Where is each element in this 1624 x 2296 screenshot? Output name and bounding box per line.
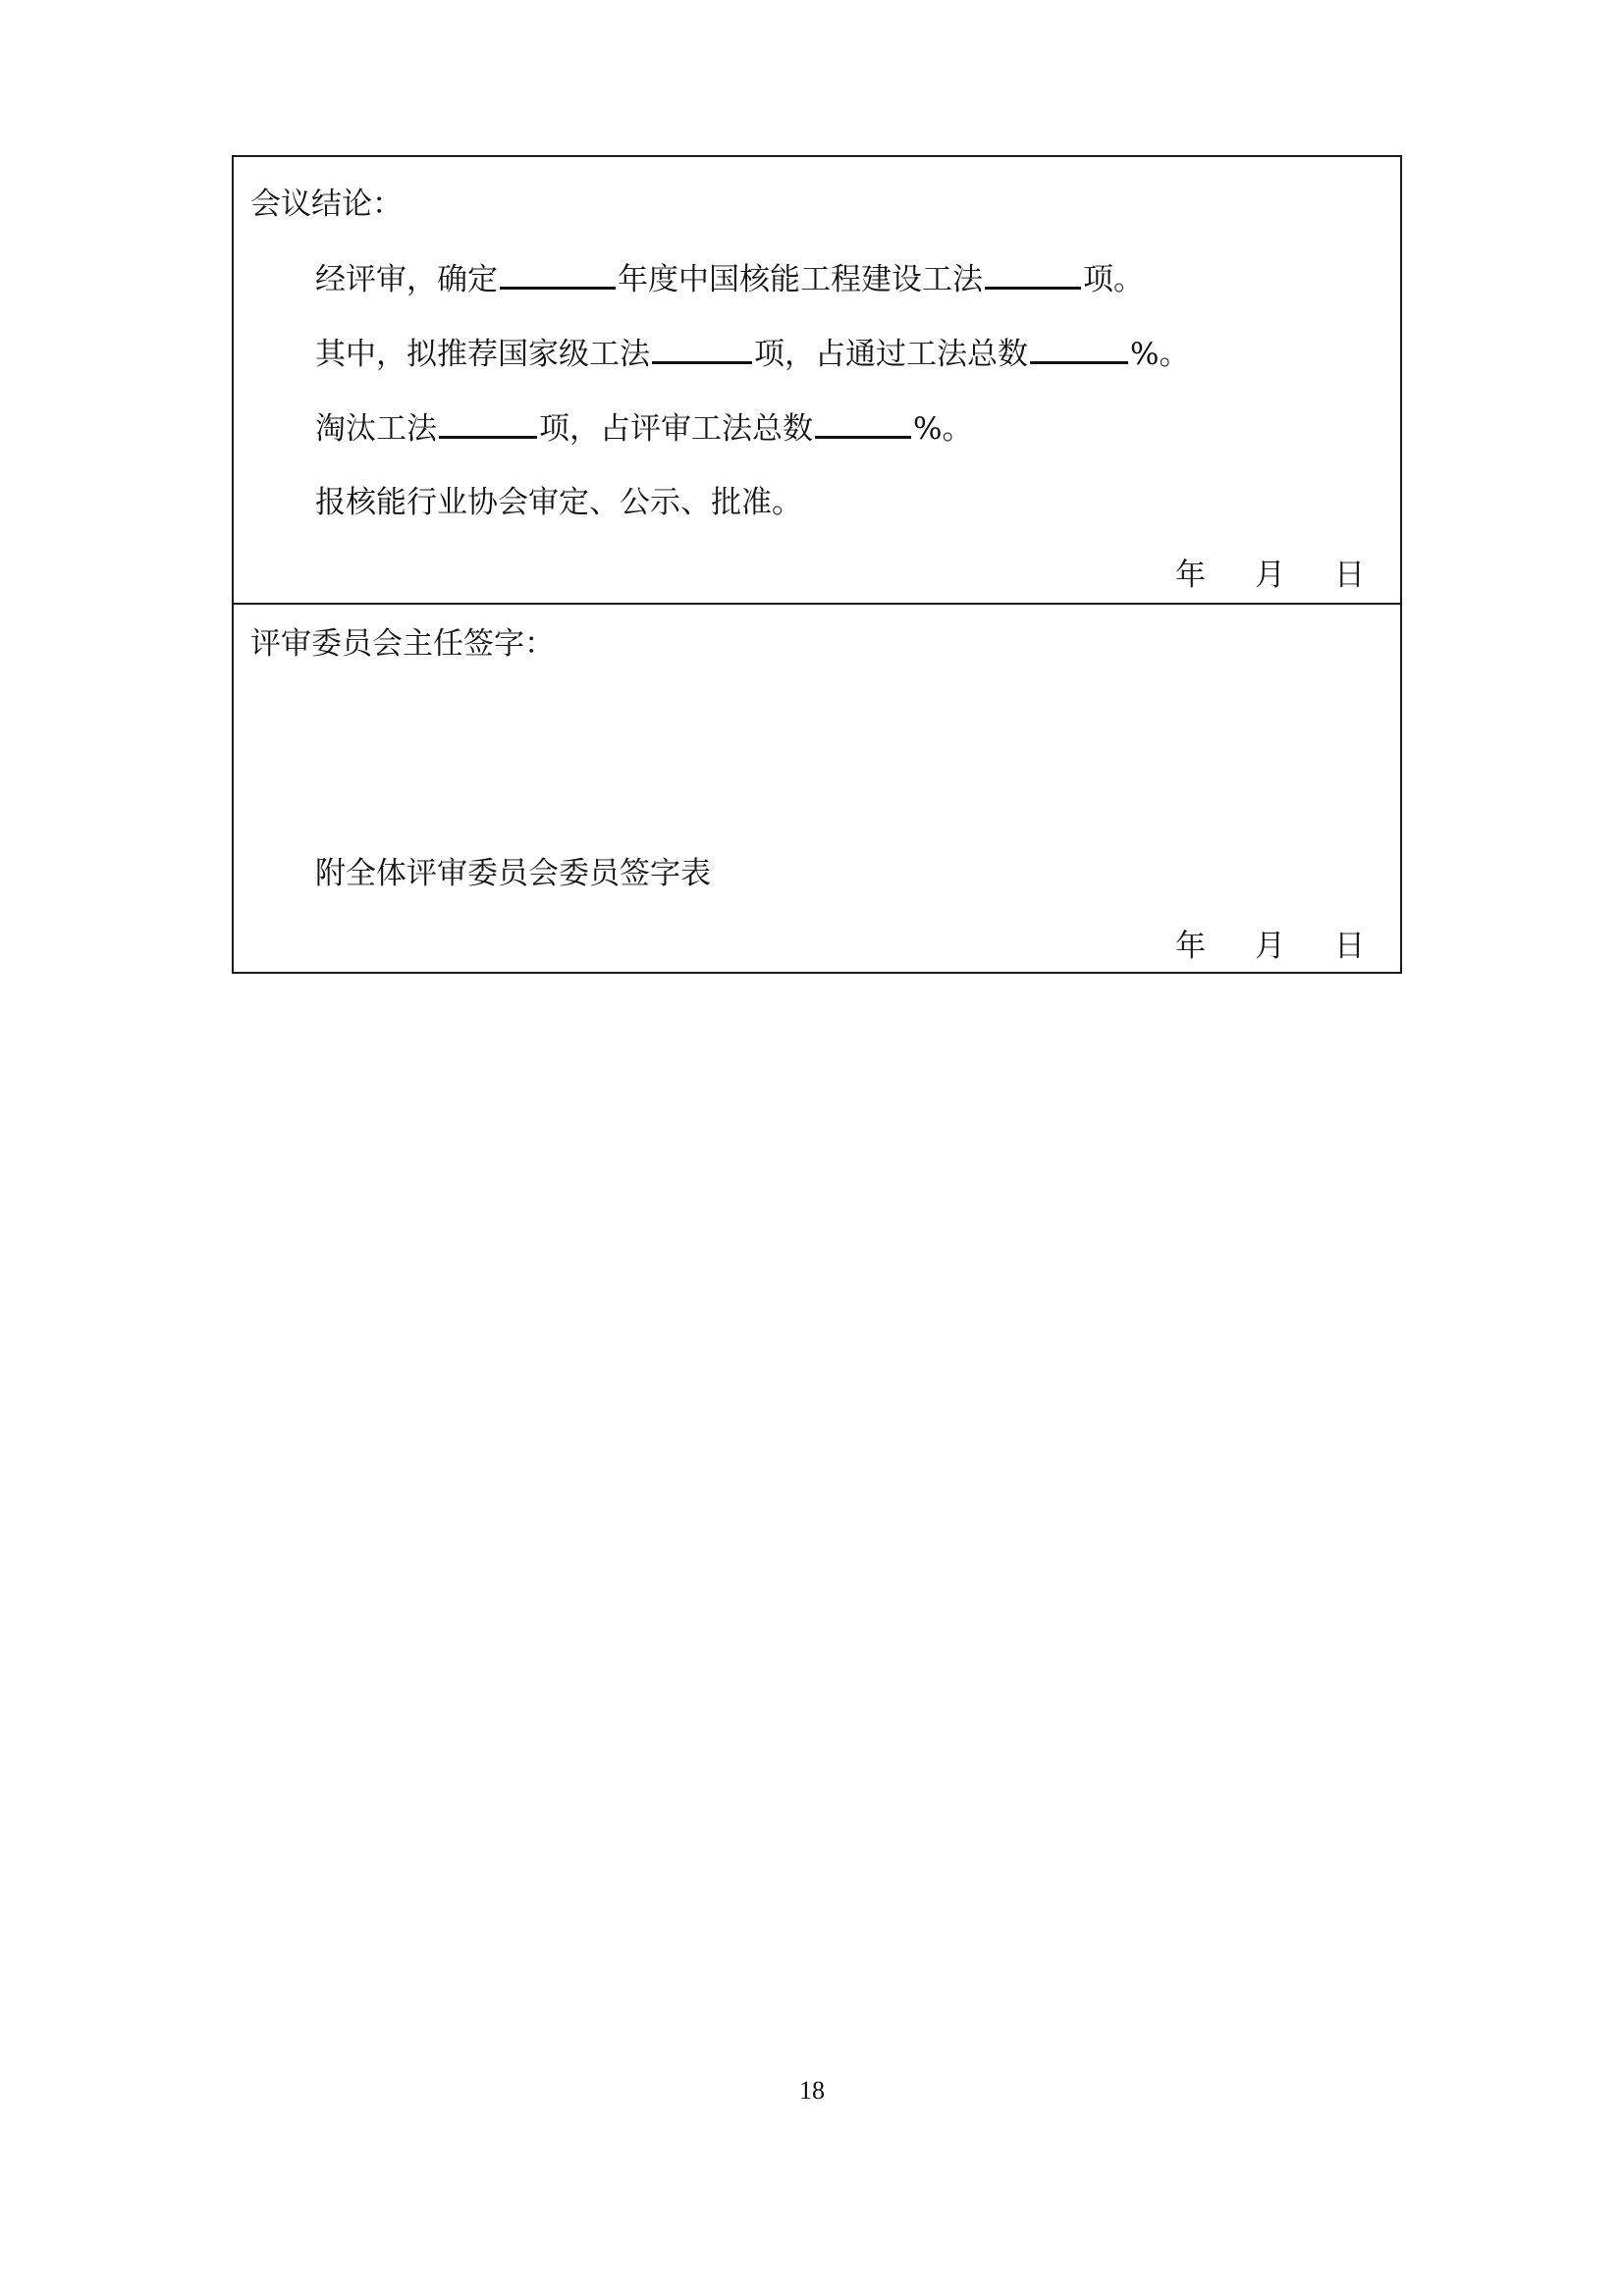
year-blank[interactable] xyxy=(500,259,616,290)
line1-text-a: 经评审，确定 xyxy=(315,262,498,297)
method-count-blank[interactable] xyxy=(985,259,1081,290)
line1-text-c: 项。 xyxy=(1083,262,1144,297)
attachment-note: 附全体评审委员会委员签字表 xyxy=(315,856,711,891)
conclusion-label: 会议结论： xyxy=(250,187,403,222)
conclusion-line-3 xyxy=(315,408,972,449)
conclusion-date xyxy=(1175,556,1365,595)
national-percent-blank[interactable] xyxy=(1030,334,1128,364)
national-count-blank[interactable] xyxy=(652,334,752,364)
month-label: 月 xyxy=(1255,929,1285,964)
conclusion-line-2 xyxy=(315,334,1189,374)
line2-text-b: 项，占通过工法总数 xyxy=(754,337,1028,372)
line3-text-c: %。 xyxy=(913,411,973,447)
chair-signature-label: 评审委员会主任签字： xyxy=(250,626,555,662)
eliminated-count-blank[interactable] xyxy=(439,408,537,439)
day-label: 日 xyxy=(1334,558,1365,593)
month-label: 月 xyxy=(1255,558,1285,593)
conclusion-line-1 xyxy=(315,259,1144,299)
year-label: 年 xyxy=(1175,558,1206,593)
conclusion-section xyxy=(234,157,1400,605)
conclusion-line-4: 报核能行业协会审定、公示、批准。 xyxy=(315,485,802,520)
line3-text-a: 淘汰工法 xyxy=(315,411,437,447)
year-label: 年 xyxy=(1175,929,1206,964)
signature-section xyxy=(234,603,1400,972)
line2-text-a: 其中，拟推荐国家级工法 xyxy=(315,337,650,372)
signature-date xyxy=(1175,927,1365,966)
page-number: 18 xyxy=(799,2076,825,2105)
line3-text-b: 项，占评审工法总数 xyxy=(539,411,813,447)
line2-text-c: %。 xyxy=(1130,337,1190,372)
line1-text-b: 年度中国核能工程建设工法 xyxy=(618,262,983,297)
day-label: 日 xyxy=(1334,929,1365,964)
review-conclusion-form xyxy=(232,155,1402,974)
eliminated-percent-blank[interactable] xyxy=(815,408,911,439)
